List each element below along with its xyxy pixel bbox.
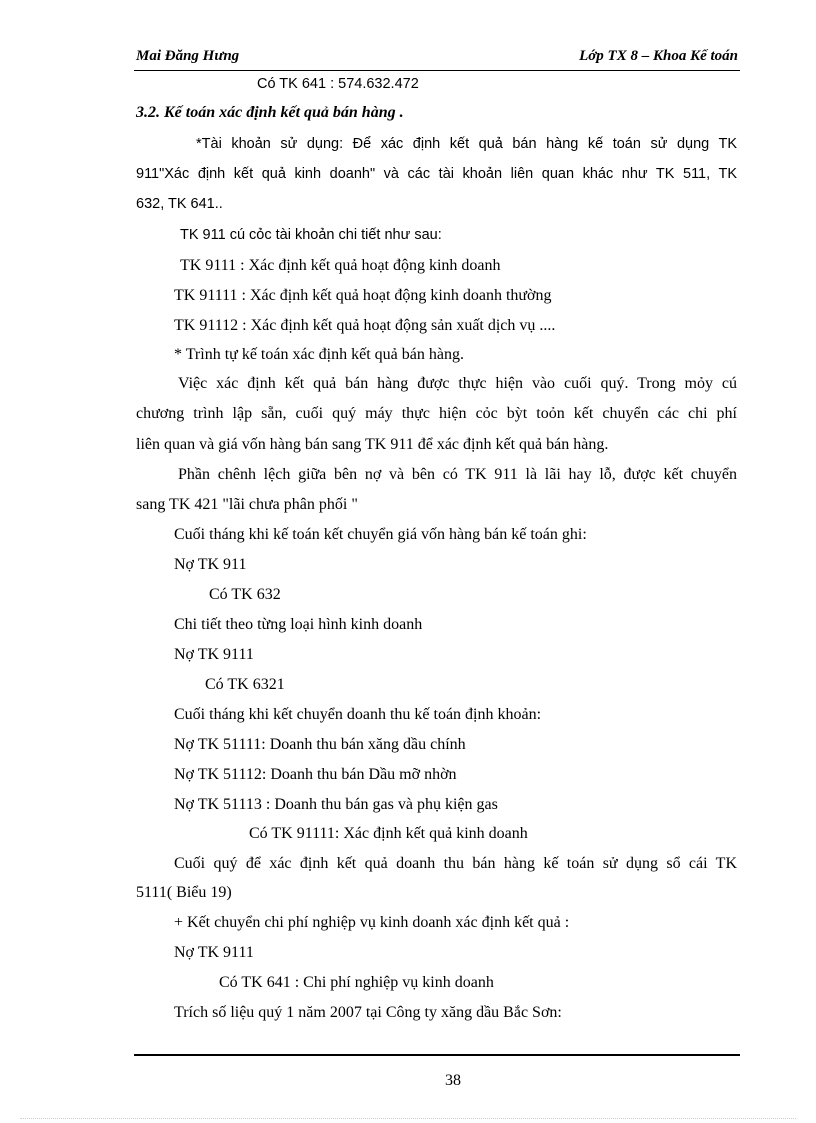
text-line: + Kết chuyển chi phí nghiệp vụ kinh doanh xác định kết quả :	[174, 914, 570, 931]
text-line: Nợ TK 51113 : Doanh thu bán gas và phụ kiện gas	[174, 796, 498, 813]
text-line: Có TK 91111: Xác định kết quả kinh doanh	[249, 825, 528, 842]
text-line: Nợ TK 911	[174, 556, 247, 573]
text-line: Nợ TK 51111: Doanh thu bán xăng dầu chính	[174, 736, 466, 753]
text-line: Trích số liệu quý 1 năm 2007 tại Công ty xăng dầu Bắc Sơn:	[174, 1004, 562, 1021]
text-line: Nợ TK 9111	[174, 646, 254, 663]
header-rule	[134, 70, 740, 71]
text-line: TK 9111 : Xác định kết quả hoạt động kinh doanh	[180, 257, 501, 274]
page-edge	[20, 1118, 796, 1119]
text-line: Nợ TK 9111	[174, 944, 254, 961]
text-line: TK 91111 : Xác định kết quả hoạt động kinh doanh thường	[174, 287, 552, 304]
paragraph-line: Cuối quý để xác định kết quả doanh thu bán hàng kế toán sử dụng sổ cái TK	[174, 855, 737, 872]
text-line: TK 91112 : Xác định kết quả hoạt động sản xuất dịch vụ ....	[174, 317, 556, 334]
paragraph-line: sang TK 421 "lãi chưa phân phối "	[136, 496, 358, 513]
text-line: Có TK 632	[209, 586, 281, 603]
paragraph-line: 5111( Biểu 19)	[136, 884, 232, 901]
text-line: Cuối tháng khi kế toán kết chuyển giá vốn hàng bán kế toán ghi:	[174, 526, 587, 543]
text-line: Cuối tháng khi kết chuyển doanh thu kế toán định khoản:	[174, 706, 542, 723]
text-line: TK 911 cú cỏc tài khoản chi tiết như sau:	[180, 227, 442, 243]
text-line: Có TK 641 : Chi phí nghiệp vụ kinh doanh	[219, 974, 494, 991]
paragraph-line: 911"Xác định kết quả kinh doanh" và các tài khoản liên quan khác như TK 511, TK	[136, 166, 737, 182]
paragraph-line: chương trình lập sẵn, cuối quý máy thực hiện cỏc bỳt toỏn kết chuyển các chi phí	[136, 405, 737, 422]
page-number: 38	[445, 1072, 461, 1089]
paragraph-line: 632, TK 641..	[136, 196, 223, 212]
header-class: Lớp TX 8 – Khoa Kế toán	[579, 48, 738, 64]
paragraph-line: Phần chênh lệch giữa bên nợ và bên có TK 911 là lãi hay lỗ, được kết chuyển	[178, 466, 737, 483]
header-author: Mai Đăng Hưng	[136, 48, 240, 64]
text-line: Nợ TK 51112: Doanh thu bán Dầu mỡ nhờn	[174, 766, 457, 783]
paragraph-line: liên quan và giá vốn hàng bán sang TK 911 để xác định kết quả bán hàng.	[136, 436, 609, 453]
text-line: Có TK 641 : 574.632.472	[257, 76, 419, 92]
text-line: Chi tiết theo từng loại hình kinh doanh	[174, 616, 423, 633]
footer-rule	[134, 1054, 740, 1056]
text-line: * Trình tự kế toán xác định kết quả bán hàng.	[174, 346, 464, 363]
paragraph-line: Việc xác định kết quả bán hàng được thực hiện vào cuối quý. Trong mỏy cú	[178, 375, 737, 392]
section-heading: 3.2. Kế toán xác định kết quả bán hàng .	[136, 104, 404, 121]
text-line: Có TK 6321	[205, 676, 285, 693]
paragraph-line: *Tài khoản sử dụng: Để xác định kết quả bán hàng kế toán sử dụng TK	[196, 136, 737, 152]
